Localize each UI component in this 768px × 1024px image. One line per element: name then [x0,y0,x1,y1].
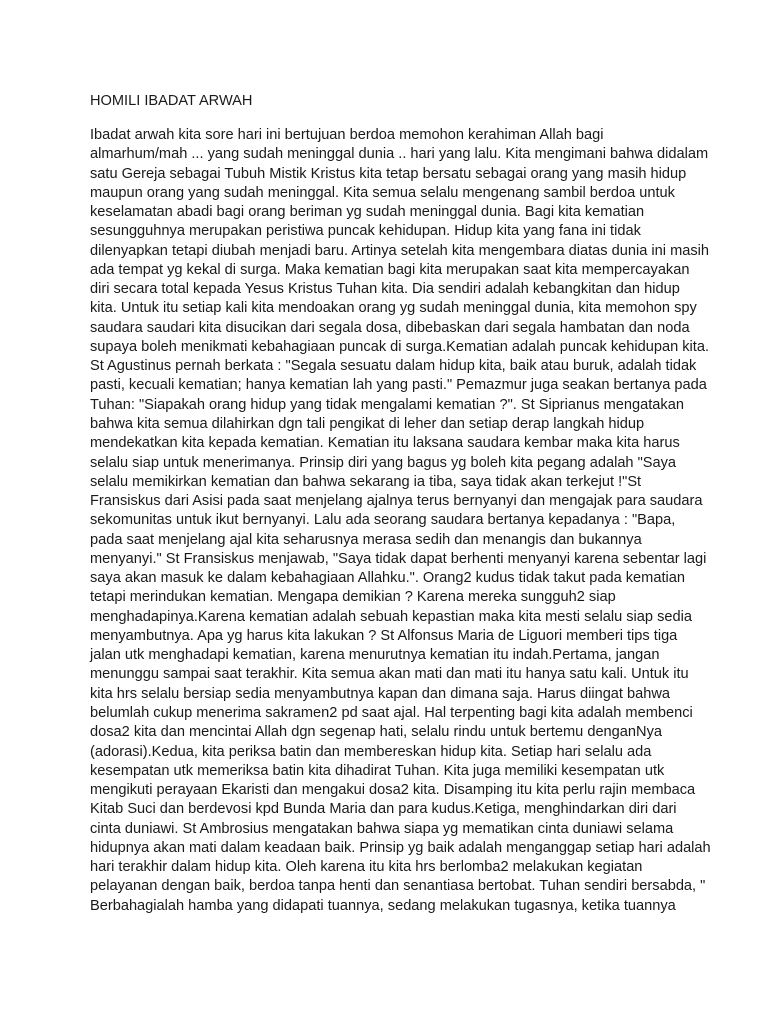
body-line: Tuhan: "Siapakah orang hidup yang tidak mengalami kematian ?". St Siprianus mengatakan [90,396,684,413]
body-line: keselamatan abadi bagi orang beriman yg sudah meninggal dunia. Bagi kita kematian [90,204,645,221]
body-line: Berbahagialah hamba yang didapati tuannya, sedang melakukan tugasnya, ketika tuannya [90,897,676,914]
body-line: saudara saudari kita disucikan dari segala dosa, dibebaskan dari segala hambatan dan noda [90,319,690,336]
body-line: kita hrs selalu bersiap sedia menyambutnya kapan dan dimana saja. Harus diingat bahwa [90,685,671,702]
body-line: menghadapinya.Karena kematian adalah sebuah kepastian maka kita mesti selalu siap sedia [90,608,692,625]
body-line: Ibadat arwah kita sore hari ini bertujuan berdoa memohon kerahiman Allah bagi [90,127,604,143]
body-line: menunggu sampai saat terakhir. Kita semua akan mati dan mati itu hanya satu kali. Untuk itu [90,666,689,683]
body-line: St Agustinus pernah berkata : "Segala sesuatu dalam hidup kita, baik atau buruk, adalah tidak [90,358,697,375]
document-body [90,126,711,916]
body-line: cinta duniawi. St Ambrosius mengatakan bahwa siapa yg mematikan cinta duniawi selama [90,820,674,837]
body-line: Kitab Suci dan berdevosi kpd Bunda Maria dan para kudus.Ketiga, menghindarkan diri dari [90,801,677,818]
body-line: diri secara total kepada Yesus Kristus Tuhan kita. Dia sendiri adalah kebangkitan dan hidup [90,281,680,298]
body-line: bahwa kita semua dilahirkan dgn tali pengikat di leher dan setiap derap langkah hidup [90,415,645,432]
body-line: kita. Untuk itu setiap kali kita mendoakan orang yg sudah meninggal dunia, kita memohon spy [90,300,697,317]
body-line: pada saat menjelang ajal kita seharusnya merasa sedih dan menangis dan bukannya [90,531,642,548]
body-line: tetapi merindukan kematian. Mengapa demikian ? Karena mereka sungguh2 siap [90,589,616,606]
body-line: belumlah cukup menerima sakramen2 pd saat ajal. Hal terpenting bagi kita adalah membenci [90,704,693,721]
body-line: selalu memikirkan kematian dan bahwa sekarang ia tiba, saya tidak akan terkejut !"St [90,473,642,490]
body-line: pelayanan dengan baik, berdoa tanpa henti dan senantiasa bertobat. Tuhan sendiri bersabda, " [90,878,706,895]
body-line: Fransiskus dari Asisi pada saat menjelang ajalnya terus bernyanyi dan mengajak para saudara [90,493,703,510]
body-line: hidupnya akan mati dalam keadaan baik. Prinsip yg baik adalah menganggap setiap hari adalah [90,839,711,856]
body-line: mengikuti perayaan Ekaristi dan mengakui dosa2 kita. Disamping itu kita perlu rajin membaca [90,782,696,799]
body-line: satu Gereja sebagai Tubuh Mistik Kristus kita tetap bersatu sebagai orang yang masih hidup [90,165,687,182]
body-line: (adorasi).Kedua, kita periksa batin dan membereskan hidup kita. Setiap hari selalu ada [90,743,652,760]
body-line: almarhum/mah ... yang sudah meninggal dunia .. hari yang lalu. Kita mengimani bahwa didalam [90,146,709,163]
body-line: jalan utk menghadapi kematian, karena menurutnya kematian itu indah.Pertama, jangan [90,647,660,664]
body-line: maupun orang yang sudah meninggal. Kita semua selalu mengenang sambil berdoa untuk [90,184,675,201]
body-line: sesungguhnya merupakan peristiwa puncak kehidupan. Hidup kita yang fana ini tidak [90,223,641,240]
body-line: pasti, kecuali kematian; hanya kematian lah yang pasti." Pemazmur juga seakan bertanya pada [90,377,707,394]
document-title: HOMILI IBADAT ARWAH [90,93,253,109]
body-line: ada tempat yg kekal di surga. Maka kematian bagi kita merupakan saat kita mempercayakan [90,261,690,278]
body-line: menyanyi." St Fransiskus menjawab, "Saya tidak dapat berhenti menyanyi karena sebentar lagi [90,550,707,567]
body-line: selalu siap untuk menerimanya. Prinsip diri yang bagus yg boleh kita pegang adalah "Saya [90,454,677,471]
body-line: kesempatan utk memeriksa batin kita dihadirat Tuhan. Kita juga memiliki kesempatan utk [90,762,665,779]
body-line: hari terakhir dalam hidup kita. Oleh karena itu kita hrs berlomba2 melakukan kegiatan [90,859,643,876]
body-line: supaya boleh menikmati kebahagiaan puncak di surga.Kematian adalah puncak kehidupan kita. [90,338,710,355]
body-line: dosa2 kita dan mencintai Allah dgn segenap hati, selalu rindu untuk bertemu denganNya [90,724,662,741]
body-line: saya akan masuk ke dalam kebahagiaan Allahku.". Orang2 kudus tidak takut pada kematian [90,570,685,587]
body-line: dilenyapkan tetapi diubah menjadi baru. Artinya setelah kita mengembara diatas dunia ini masih [90,242,709,259]
body-line: mendekatkan kita kepada kematian. Kematian itu laksana saudara kembar maka kita harus [90,435,680,452]
body-line: menyambutnya. Apa yg harus kita lakukan ? St Alfonsus Maria de Liguori memberi tips tiga [90,627,678,644]
body-line: sekomunitas untuk ikut bernyanyi. Lalu ada seorang saudara bertanya kepadanya : "Bapa, [90,512,676,529]
